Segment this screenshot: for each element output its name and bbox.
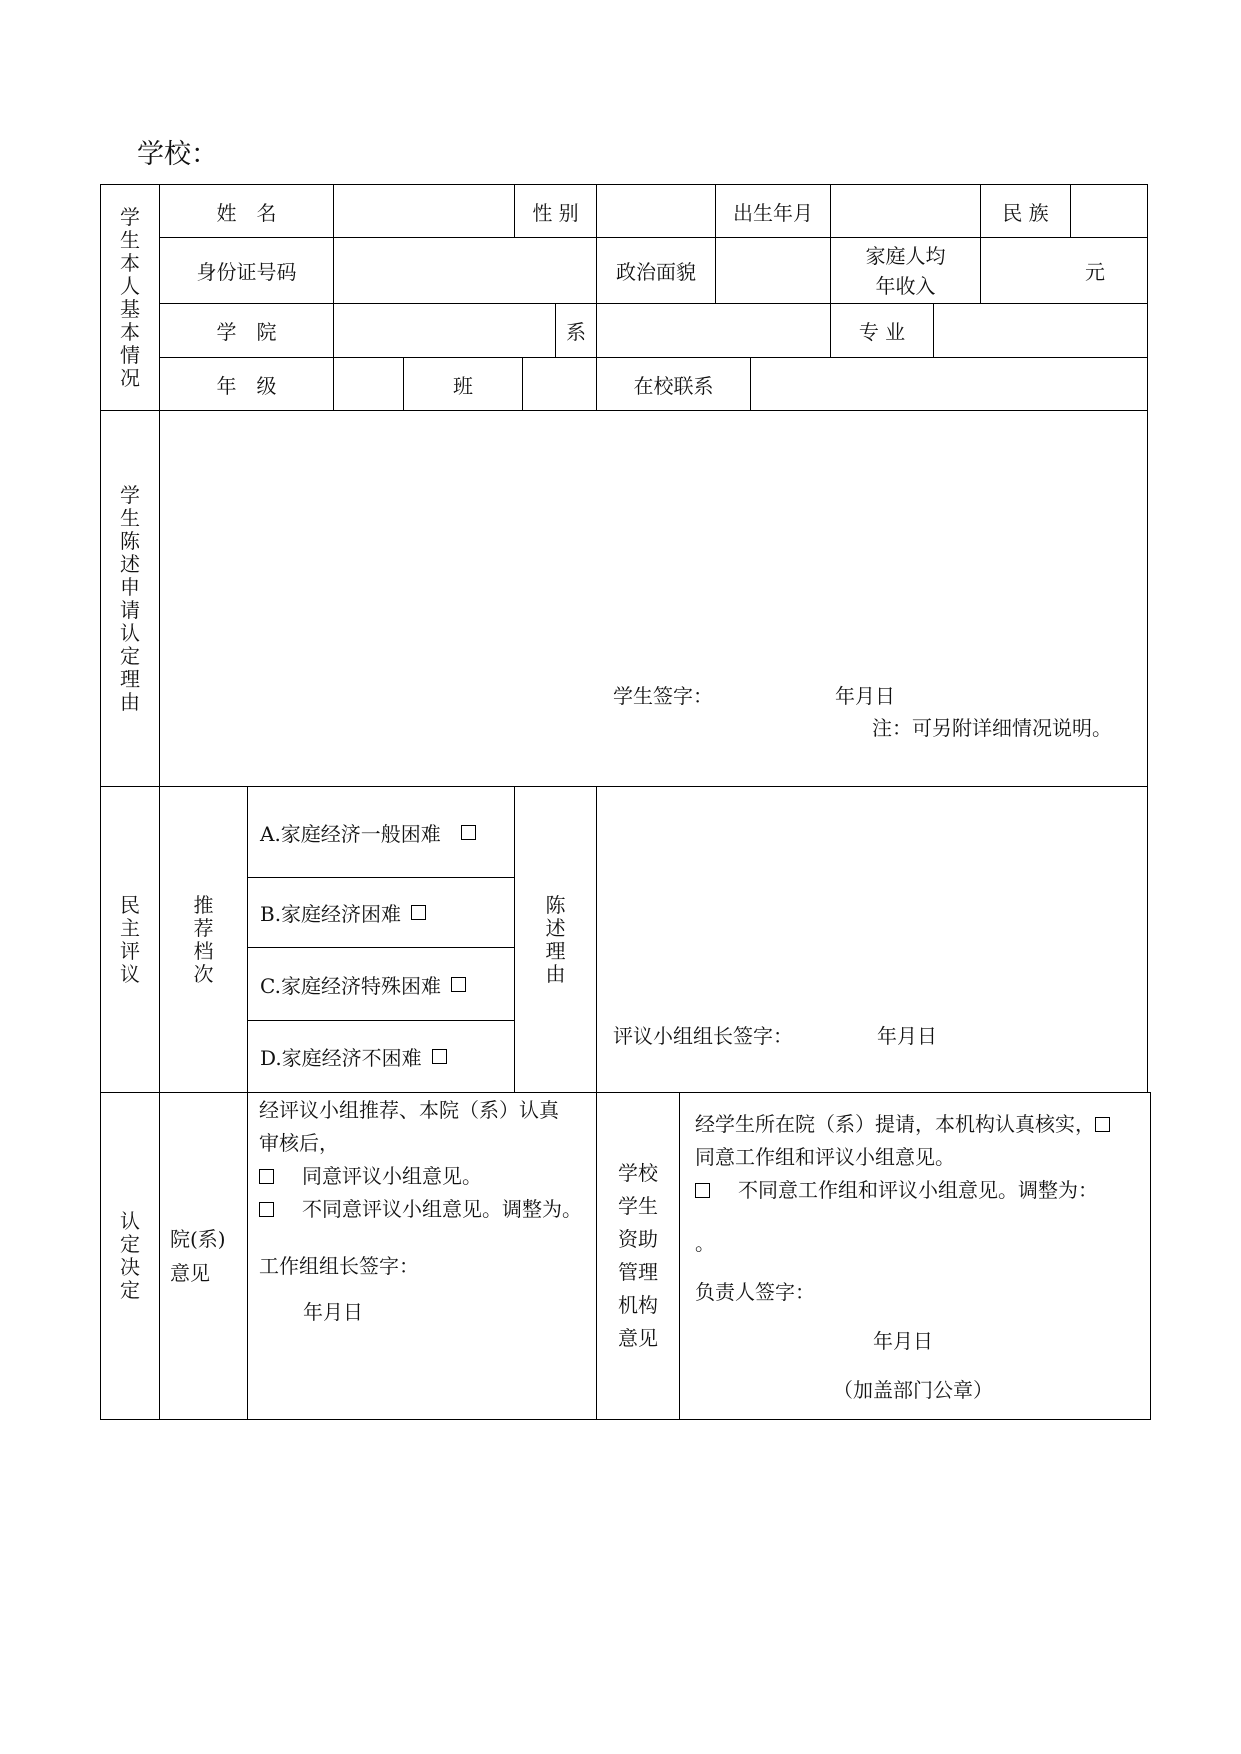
basic-section-label (100, 184, 160, 411)
school-disagree-label: 不同意工作组和评议小组意见。调整为： (738, 1178, 1098, 1202)
school-signature-label: 负责人签字： (695, 1280, 815, 1304)
vertical-char: 陈 (545, 892, 566, 917)
vertical-char: 定 (120, 1278, 140, 1302)
vertical-char: 由 (120, 689, 140, 714)
college-agree-label: 同意评议小组意见。 (302, 1164, 482, 1188)
school-disagree-checkbox[interactable] (695, 1183, 710, 1198)
school-disagree-option[interactable] (695, 1174, 1110, 1207)
reason-label (514, 786, 597, 1093)
school-period: 。 (695, 1231, 715, 1255)
vertical-char: 民 (120, 892, 140, 917)
level-option-c[interactable] (247, 947, 515, 1021)
statement-date: 年月日 (835, 684, 895, 708)
ethnicity-label: 民 族 (980, 184, 1071, 238)
vertical-char: 主 (120, 915, 140, 940)
vertical-char: 申 (120, 574, 140, 599)
school-opinion-label-line1: 学校 (618, 1161, 658, 1185)
college-opinion-label-line1: 院(系) (170, 1227, 226, 1251)
school-label: 学校： (137, 139, 218, 170)
vertical-char: 推 (193, 892, 214, 917)
gender-field[interactable] (596, 184, 716, 238)
contact-field[interactable] (750, 357, 1148, 411)
college-text-line2: 审核后， (259, 1131, 339, 1155)
college-disagree-option[interactable] (259, 1193, 582, 1226)
grade-field[interactable] (333, 357, 404, 411)
decision-section-label (100, 1092, 160, 1420)
ethnicity-field[interactable] (1070, 184, 1148, 238)
income-label (830, 237, 981, 304)
dept-field[interactable] (596, 303, 831, 358)
level-option-a-checkbox[interactable] (461, 825, 476, 840)
vertical-char: 本 (120, 319, 140, 344)
vertical-char: 理 (120, 666, 140, 691)
class-field[interactable] (522, 357, 597, 411)
vertical-char: 定 (120, 643, 140, 668)
vertical-char: 述 (120, 551, 140, 576)
vertical-char: 由 (545, 961, 566, 986)
review-leader-signature-label: 评议小组组长签字： (613, 1024, 793, 1048)
income-label-line2: 年收入 (875, 273, 936, 298)
school-opinion-label-line6: 意见 (618, 1326, 658, 1350)
vertical-char: 述 (545, 915, 566, 940)
level-option-c-label: C.家庭经济特殊困难 (260, 973, 441, 998)
school-opinion-label-line3: 资助 (618, 1227, 658, 1251)
college-disagree-checkbox[interactable] (259, 1202, 274, 1217)
name-label: 姓 名 (159, 184, 334, 238)
review-section-label (100, 786, 160, 1093)
vertical-char: 生 (120, 227, 140, 252)
class-label: 班 (403, 357, 523, 411)
vertical-char: 情 (120, 342, 140, 367)
level-option-b[interactable] (247, 877, 515, 948)
school-agree-label: 同意工作组和评议小组意见。 (695, 1145, 955, 1169)
vertical-char: 基 (120, 296, 140, 321)
grade-label: 年 级 (159, 357, 334, 411)
level-option-d-checkbox[interactable] (432, 1049, 447, 1064)
name-field[interactable] (333, 184, 515, 238)
vertical-char: 请 (120, 597, 140, 622)
college-opinion-label (159, 1092, 248, 1420)
college-disagree-label: 不同意评议小组意见。调整为。 (302, 1197, 582, 1221)
school-opinion-text (695, 1108, 1110, 1207)
college-opinion-label-line2: 意见 (170, 1261, 210, 1285)
income-field[interactable] (980, 237, 1148, 304)
school-date: 年月日 (873, 1329, 933, 1353)
vertical-char: 定 (120, 1232, 140, 1256)
vertical-char: 决 (120, 1255, 140, 1279)
level-option-d[interactable] (247, 1020, 515, 1093)
id-label: 身份证号码 (159, 237, 334, 304)
vertical-char: 本 (120, 250, 140, 275)
school-opinion-label-line4: 管理 (618, 1260, 658, 1284)
college-text-line1: 经评议小组推荐、本院（系）认真 (259, 1098, 559, 1122)
level-option-b-checkbox[interactable] (411, 905, 426, 920)
birth-label: 出生年月 (715, 184, 831, 238)
review-date: 年月日 (877, 1024, 937, 1048)
school-opinion-label-line5: 机构 (618, 1293, 658, 1317)
statement-section-label (100, 410, 160, 787)
dept-label: 系 (555, 303, 597, 358)
college-opinion-text (259, 1094, 582, 1226)
vertical-char: 认 (120, 1209, 140, 1233)
statement-note: 注：可另附详细情况说明。 (872, 716, 1112, 740)
major-field[interactable] (933, 303, 1148, 358)
level-option-c-checkbox[interactable] (451, 977, 466, 992)
college-field[interactable] (333, 303, 556, 358)
political-label: 政治面貌 (596, 237, 716, 304)
college-agree-checkbox[interactable] (259, 1169, 274, 1184)
contact-label: 在校联系 (596, 357, 751, 411)
vertical-char: 人 (120, 273, 140, 298)
birth-field[interactable] (830, 184, 981, 238)
vertical-char: 生 (120, 505, 140, 530)
school-opinion-label-line2: 学生 (618, 1194, 658, 1218)
school-opinion-label (596, 1092, 680, 1420)
political-field[interactable] (715, 237, 831, 304)
vertical-char: 学 (120, 204, 140, 229)
major-label: 专 业 (830, 303, 934, 358)
vertical-char: 议 (120, 961, 140, 986)
college-signature-label: 工作组组长签字： (259, 1254, 419, 1278)
level-option-a-label: A.家庭经济一般困难 (260, 821, 441, 846)
school-text-line1: 经学生所在院（系）提请，本机构认真核实， (695, 1108, 1110, 1141)
vertical-char: 况 (120, 365, 140, 390)
level-label (159, 786, 248, 1093)
vertical-char: 学 (120, 482, 140, 507)
income-label-line1: 家庭人均 (865, 243, 946, 268)
vertical-char: 荐 (193, 915, 214, 940)
vertical-char: 陈 (120, 528, 140, 553)
application-form (100, 184, 1148, 1420)
gender-label: 性 别 (514, 184, 597, 238)
student-signature-label: 学生签字： (613, 684, 713, 708)
school-agree-checkbox[interactable] (1095, 1117, 1110, 1132)
college-label: 学 院 (159, 303, 334, 358)
income-unit: 元 (1085, 260, 1105, 284)
id-field[interactable] (333, 237, 597, 304)
level-option-b-label: B.家庭经济困难 (260, 902, 402, 926)
vertical-char: 次 (193, 961, 214, 986)
vertical-char: 评 (120, 938, 140, 963)
college-date: 年月日 (303, 1300, 363, 1324)
vertical-char: 理 (545, 938, 566, 963)
vertical-char: 档 (193, 938, 214, 963)
vertical-char: 认 (120, 620, 140, 645)
level-option-d-label: D.家庭经济不困难 (260, 1046, 422, 1070)
level-option-a[interactable] (247, 786, 515, 878)
stamp-label: （加盖部门公章） (833, 1378, 993, 1402)
college-agree-option[interactable] (259, 1160, 582, 1193)
